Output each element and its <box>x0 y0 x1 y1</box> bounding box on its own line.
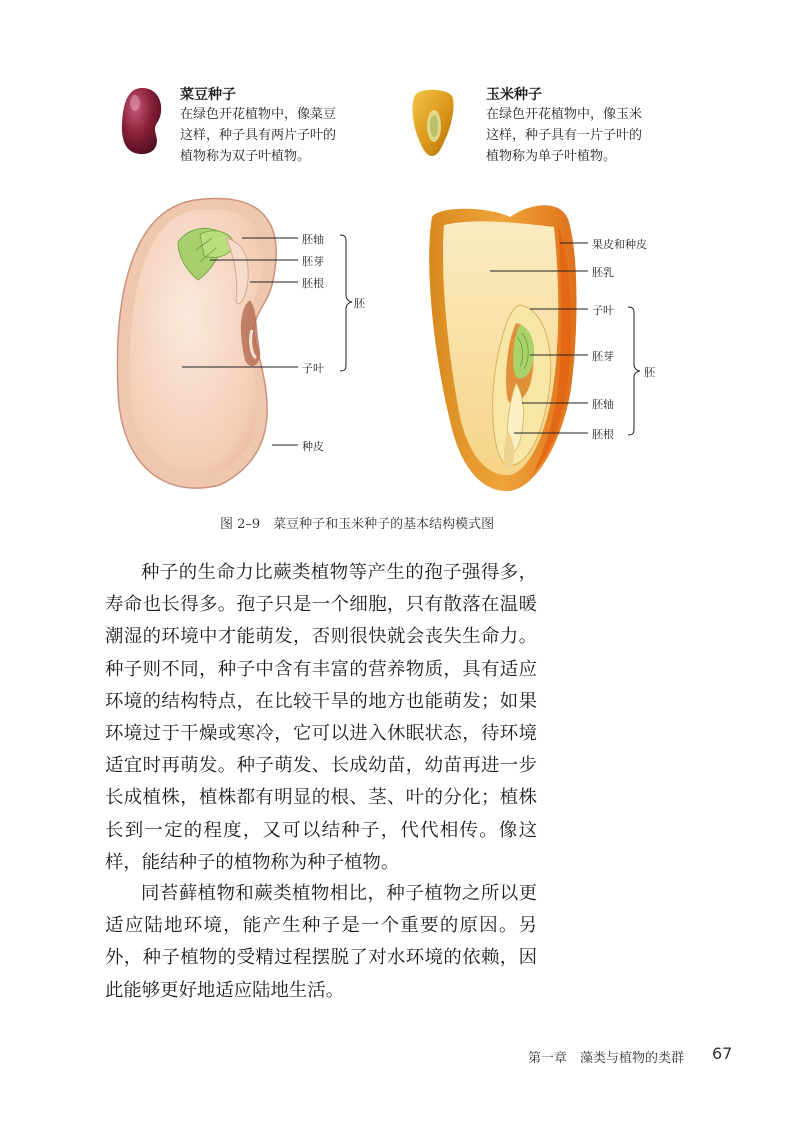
corn-label-axis: 胚轴 <box>592 398 614 411</box>
bean-label-embryo: 胚 <box>354 297 365 310</box>
corn-intro-line: 植物称为单子叶植物。 <box>486 149 617 164</box>
corn-seed-icon <box>408 86 458 158</box>
bean-intro-line: 这样，种子具有两片子叶的 <box>180 128 337 143</box>
page-number: 67 <box>712 1044 733 1063</box>
bean-label-plumule: 胚芽 <box>302 255 324 268</box>
corn-label-radicle: 胚根 <box>592 428 614 441</box>
corn-intro-title: 玉米种子 <box>486 87 542 103</box>
body-paragraph-2: 同苔藓植物和蕨类植物相比，种子植物之所以更适应陆地环境，能产生种子是一个重要的原因。另外，种子植物的受精过程摆脱了对水环境的依赖，因此能够更好地适应陆地生活。 <box>105 883 537 1001</box>
corn-label-plumule: 胚芽 <box>592 350 614 363</box>
footer-chapter: 第一章 藻类与植物的类群 <box>528 1051 685 1066</box>
body-paragraph-1: 种子的生命力比蕨类植物等产生的孢子强得多，寿命也长得多。孢子只是一个细胞，只有散落在温暖潮湿的环境中才能萌发，否则很快就会丧失生命力。种子则不同，种子中含有丰富的营养物质，具有适应环境的结构特点，在比较干旱的地方也能萌发；如果环境过于干燥或寒冷，它可以进入休眠状态，待环境适宜时再萌发。种子萌发、长成幼苗，幼苗再进一步长成植株，植株都有明显的根、茎、叶的分化；植株长到一定的程度，又可以结种子，代代相传。像这样，能结种子的植物称为种子植物。 <box>105 562 537 873</box>
corn-label-embryo: 胚 <box>644 366 655 379</box>
corn-label-pericarp: 果皮和种皮 <box>592 238 647 251</box>
corn-label-endosperm: 胚乳 <box>592 266 614 279</box>
bean-structure-diagram <box>100 190 400 500</box>
bean-label-seed-coat: 种皮 <box>302 440 324 453</box>
figure-caption: 图 2–9 菜豆种子和玉米种子的基本结构模式图 <box>220 517 495 532</box>
bean-intro-text <box>180 104 380 167</box>
bean-label-radicle: 胚根 <box>302 277 324 290</box>
corn-label-cotyledon: 子叶 <box>592 304 614 317</box>
corn-intro-line: 在绿色开花植物中，像玉米 <box>486 107 643 122</box>
bean-seed-icon <box>118 85 166 157</box>
corn-intro-line: 这样，种子具有一片子叶的 <box>486 128 643 143</box>
corn-intro-text <box>486 104 686 167</box>
bean-label-cotyledon: 子叶 <box>302 362 324 375</box>
bean-intro-line: 植物称为双子叶植物。 <box>180 149 311 164</box>
bean-intro-title: 菜豆种子 <box>180 87 236 103</box>
bean-label-axis: 胚轴 <box>302 233 324 246</box>
bean-intro-line: 在绿色开花植物中，像菜豆 <box>180 107 337 122</box>
